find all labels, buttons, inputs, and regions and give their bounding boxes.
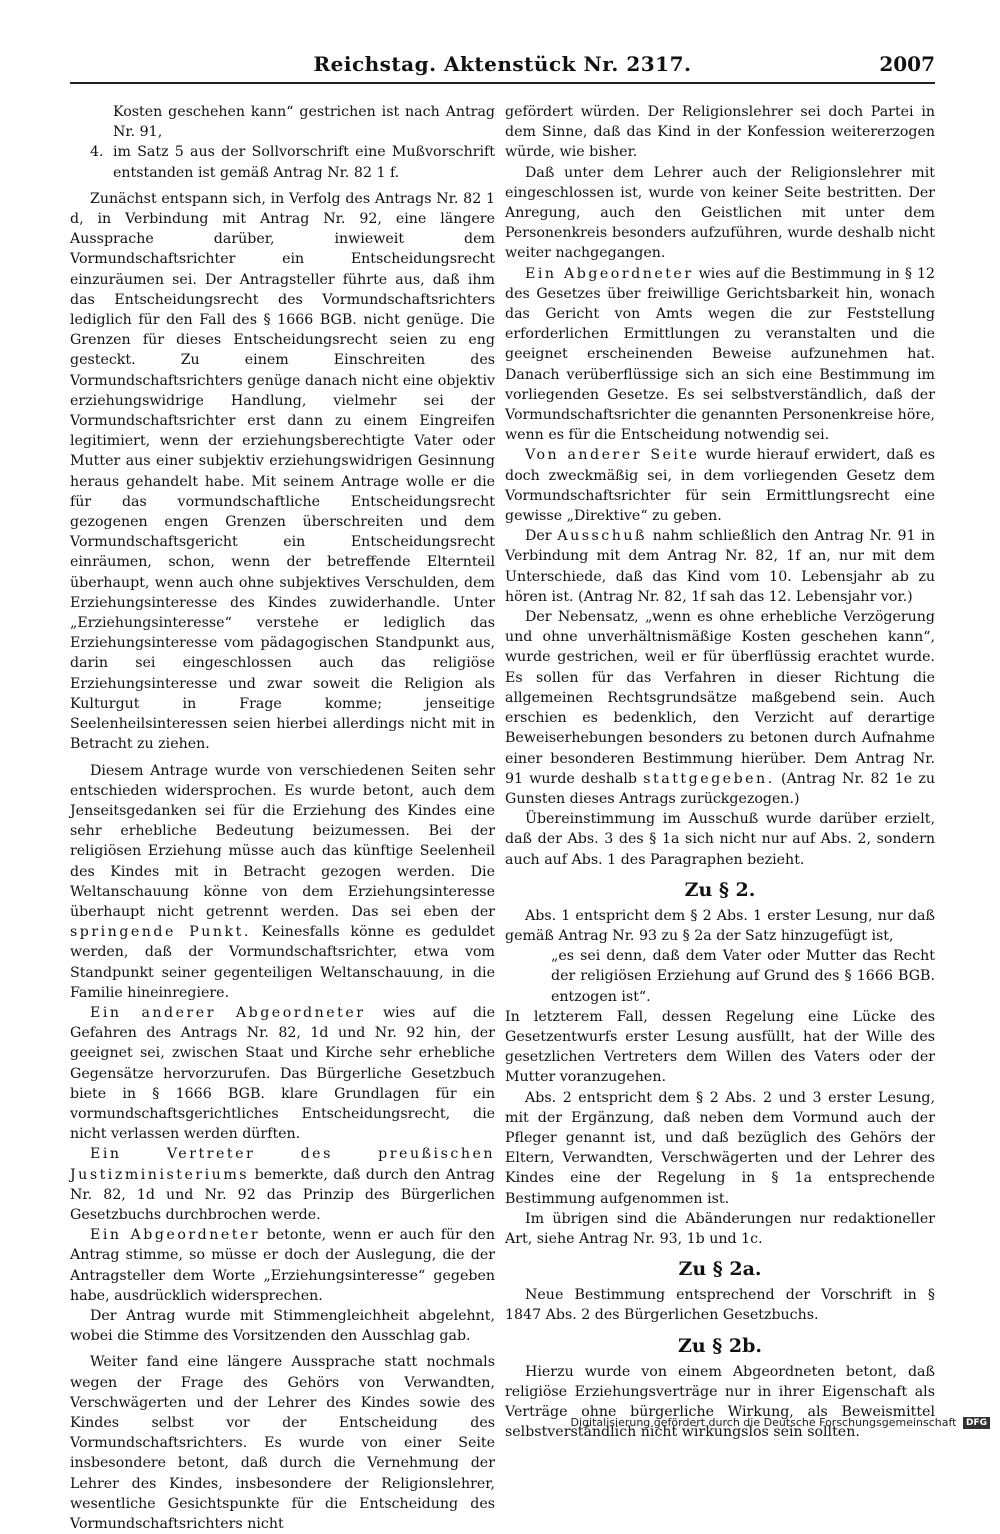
paragraph: Zunächst entspann sich, in Verfolg des Antrags Nr. 82 1 d, in Verbindung mit Antrag Nr. 92, eine längere Aussprache darüber, inwieweit dem Vormundschaftsrichter ein Entscheidungsrecht einzuräumen sei. Der Antragsteller führte aus, daß ihm das Entscheidungsrecht des Vormundschaftsrichters lediglich für den Fall des § 1666 BGB. nicht genüge. Die Grenzen für dieses Entscheidungsrecht seien zu eng gesteckt. Zu einem Einschreiten des Vormundschaftsrichters genüge danach nicht eine objektiv erziehungswidrige Handlung, vielmehr sei der Vormundschaftsrichter erst dann zu einem Eingreifen legitimiert, wenn der erziehungsberechtigte Vater oder Mutter aus einer subjektiv erziehungswidrigen Gesinnung heraus gehandelt habe. Mit seinem Antrage wolle er die für das vormundschaftliche Entscheidungsrecht gezogenen engen Grenzen überschreiten und dem Vormundschaftsgericht ein Entscheidungsrecht einräumen, schon, wenn der betreffende Elternteil überhaupt, wenn auch ohne subjektives Verschulden, dem Erziehungsinteresse des Kindes zuwiderhandle. Unter „Erziehungsinteresse“ verstehe er lediglich das Erziehungsinteresse vom pädagogischen Standpunkt aus, darin sei eingeschlossen auch das religiöse Erziehungsinteresse und zwar soweit die Religion als Kulturgut in Frage komme; jenseitige Seelenheilsinteressen seien hierbei allerdings nicht mit in Betracht zu ziehen. xyxy=(70,190,495,753)
paragraph: Der Antrag wurde mit Stimmengleichheit abgelehnt, wobei die Stimme des Vorsitzenden den Ausschlag gab. xyxy=(70,1307,495,1345)
spaced-emphasis: Ein Vertreter des preußischen Justizministeriums xyxy=(70,1146,495,1183)
text-run: wurde hierauf erwidert, daß es doch zweckmäßig sei, in dem vorliegenden Gesetz dem Vormundschaftsrichter für sein Ermittlungsrecht eine gewisse „Direktive“ zu geben. xyxy=(505,447,936,525)
paragraph: Daß unter dem Lehrer auch der Religionslehrer mit eingeschlossen ist, wurde von keiner Seite bestritten. Der Anregung, auch den Geistlichen mit unter dem Personenkreis besonders aufzuführen, wurde deshalb nicht weiter nachgegangen. xyxy=(505,164,935,262)
list-item-4 xyxy=(70,142,495,182)
paragraph xyxy=(505,607,935,809)
page-number: 2007 xyxy=(879,52,935,76)
paragraph: Im übrigen sind die Abänderungen nur redaktioneller Art, siehe Antrag Nr. 93, 1b und 1c. xyxy=(505,1210,935,1247)
text-run: nahm schließlich den Antrag Nr. 91 in Verbindung mit dem Antrag Nr. 82, 1f an, nur mit dem Unterschiede, daß das Kind vom 10. Lebensjahr ab zu hören ist. (Antrag Nr. 82, 1f sah das 12. Lebensjahr vor.) xyxy=(505,528,935,605)
paragraph-continuation: gefördert würden. Der Religionslehrer sei doch Partei in dem Sinne, daß das Kind in der Konfession weitererzogen würde, wie bisher. xyxy=(505,104,935,161)
paragraph xyxy=(70,761,495,1003)
list-number: 4. xyxy=(90,144,104,161)
paragraph: Hierzu wurde von einem Abgeordneten betont, daß religiöse Erziehungsverträge nur in ihrer Eigenschaft als Verträge ohne bürgerliche Wirkung, als Beweismittel selbstverständlich nicht wirkungslos sein sollten. xyxy=(505,1363,935,1441)
text-run: (Antrag Nr. 82 1e zu Gunsten dieses Antrags zurückgezogen.) xyxy=(505,770,936,807)
list-item-text: im Satz 5 aus der Sollvorschrift eine Mußvorschrift entstanden ist gemäß Antrag Nr. 82 1 f. xyxy=(113,144,495,181)
digitization-credit xyxy=(571,1416,990,1429)
spaced-emphasis: stattgegeben. xyxy=(643,770,775,787)
dfg-logo: DFG xyxy=(963,1417,990,1429)
text-run: Der Nebensatz, „wenn es ohne erhebliche Verzögerung und ohne unverhältnismäßige Kosten geschehen kann“, wurde gestrichen, weil er für überflüssig erachtet wurde. Es sollen für das Verfahren in dieser Richtung die allgemeinen Rechtsgrundsätze maßgebend sein. Auch erschien es bedenklich, den Verzicht auf derartige Beweiserhebungen besonders zu betonen durch Aufnahme einer besonderen Bestimmung hierüber. Dem Antrag Nr. 91 wurde deshalb xyxy=(505,609,935,787)
paragraph: Abs. 2 entspricht dem § 2 Abs. 2 und 3 erster Lesung, mit der Ergänzung, daß neben dem Vormund auch der Pfleger genannt ist, und daß bezüglich des Gehörs der Eltern, Verwandten, Verschwägerten und der Lehrer des Kindes eine der Regelung in § 1a entsprechende Bestimmung aufgenommen ist. xyxy=(505,1089,935,1207)
section-heading-zu-2b: Zu § 2b. xyxy=(678,1334,762,1357)
text-run: Diesem Antrage wurde von verschiedenen Seiten sehr entschieden widersprochen. Es wurde betont, auch dem Jenseitsgedanken sei für die Erziehung des Kindes eine sehr erhebliche Bedeutung beizumessen. Bei der religiösen Erziehung müsse auch das künftige Seelenheil des Kindes mit in Betracht gezogen werden. Die Weltanschauung könne von dem Erziehungsinteresse überhaupt nicht getrennt werden. Das sei eben der xyxy=(70,762,495,920)
section-heading-zu-2: Zu § 2. xyxy=(684,878,756,901)
paragraph xyxy=(70,1144,495,1225)
paragraph: In letzterem Fall, dessen Regelung eine Lücke des Gesetzentwurfs erster Lesung ausfüllt, hat der Wille des gesetzlichen Vertreters dem Willen des Vaters oder der Mutter voranzugehen. xyxy=(505,1008,935,1086)
running-header xyxy=(70,52,935,84)
text-run: bemerkte, daß durch den Antrag Nr. 82, 1d und Nr. 92 das Prinzip des Bürgerlichen Gesetzbuchs durchbrochen werde. xyxy=(70,1166,495,1223)
list-item-continuation: Kosten geschehen kann“ gestrichen ist nach Antrag Nr. 91, xyxy=(113,104,495,141)
paragraph xyxy=(505,445,935,526)
text-run: Keinesfalls könne es geduldet werden, daß der Vormundschaftsrichter, etwa vom Standpunkt seiner gegenteiligen Weltanschauung, in die Familie hineinregiere. xyxy=(70,924,495,1001)
spaced-emphasis: Von anderer Seite xyxy=(525,447,700,464)
paragraph: Neue Bestimmung entsprechend der Vorschrift in § 1847 Abs. 2 des Bürgerlichen Gesetzbuchs. xyxy=(505,1287,935,1324)
paragraph xyxy=(70,1003,495,1144)
text-run: wies auf die Bestimmung in § 12 des Gesetzes über freiwillige Gerichtsbarkeit hin, wonach das Gericht von Amts wegen die zur Feststellung erforderlichen Ermittlungen zu veranstalten und die geeignet erscheinenden Beweise aufzunehmen hat. Danach verüberflüssige sich an sich eine Bestimmung im vorliegenden Gesetze. Es sei selbstverständlich, daß der Vormundschaftsrichter die genannten Personenkreise höre, wenn es für die Entscheidung notwendig sei. xyxy=(505,265,935,444)
credit-text: Digitalisierung gefördert durch die Deutsche Forschungsgemeinschaft xyxy=(570,1416,957,1429)
spaced-emphasis: Ein anderer Abgeordneter xyxy=(90,1004,366,1021)
paragraph xyxy=(70,1225,495,1306)
section-heading-zu-2a: Zu § 2a. xyxy=(678,1258,762,1281)
paragraph: Übereinstimmung im Ausschuß wurde darüber erzielt, daß der Abs. 3 des § 1a sich nicht nur auf Abs. 2, sondern auch auf Abs. 1 des Paragraphen bezieht. xyxy=(505,811,935,868)
paragraph: Weiter fand eine längere Aussprache statt nochmals wegen der Frage des Gehörs von Verwandten, Verschwägerten und der Lehrer des Kindes sowie des Kindes selbst vor der Entscheidung des Vormundschaftsrichters. Es wurde von einer Seite insbesondere betont, daß durch die Vernehmung der Lehrer des Kindes, insbesondere der Religionslehrer, wesentliche Gesichtspunkte für die Entscheidung des Vormundschaftsrichters nicht xyxy=(70,1354,495,1533)
spaced-emphasis: Ein Abgeordneter xyxy=(525,265,694,282)
spaced-emphasis: springende Punkt. xyxy=(70,924,251,941)
paragraph xyxy=(505,526,935,607)
block-quote: „es sei denn, daß dem Vater oder Mutter das Recht der religiösen Erziehung auf Grund des § 1666 BGB. entzogen ist“. xyxy=(551,948,935,1005)
left-column xyxy=(70,102,495,1534)
paragraph xyxy=(505,264,935,446)
spaced-emphasis: Ausschuß xyxy=(557,528,647,545)
text-run: wies auf die Gefahren des Antrags Nr. 82, 1d und Nr. 92 hin, der geeignet sei, zwischen Staat und Kirche sehr erhebliche Gegensätze hervorzurufen. Das Bürgerliche Gesetzbuch biete in § 1666 BGB. klare Grundlagen für ein vormundschaftsgerichtliches Entscheidungsrecht, die nicht verlassen werden dürften. xyxy=(70,1004,495,1143)
right-column xyxy=(505,102,935,1442)
paragraph: Abs. 1 entspricht dem § 2 Abs. 1 erster Lesung, nur daß gemäß Antrag Nr. 93 zu § 2a der Satz hinzugefügt ist, xyxy=(505,907,935,944)
text-run: betonte, wenn er auch für den Antrag stimme, so müsse er doch der Auslegung, die der Antragsteller dem Worte „Erziehungsinteresse“ gegeben habe, ausdrücklich widersprechen. xyxy=(70,1227,496,1304)
text-run: Der xyxy=(525,528,552,545)
spaced-emphasis: Ein Abgeordneter xyxy=(90,1227,261,1244)
header-title: Reichstag. Aktenstück Nr. 2317. xyxy=(313,52,692,76)
